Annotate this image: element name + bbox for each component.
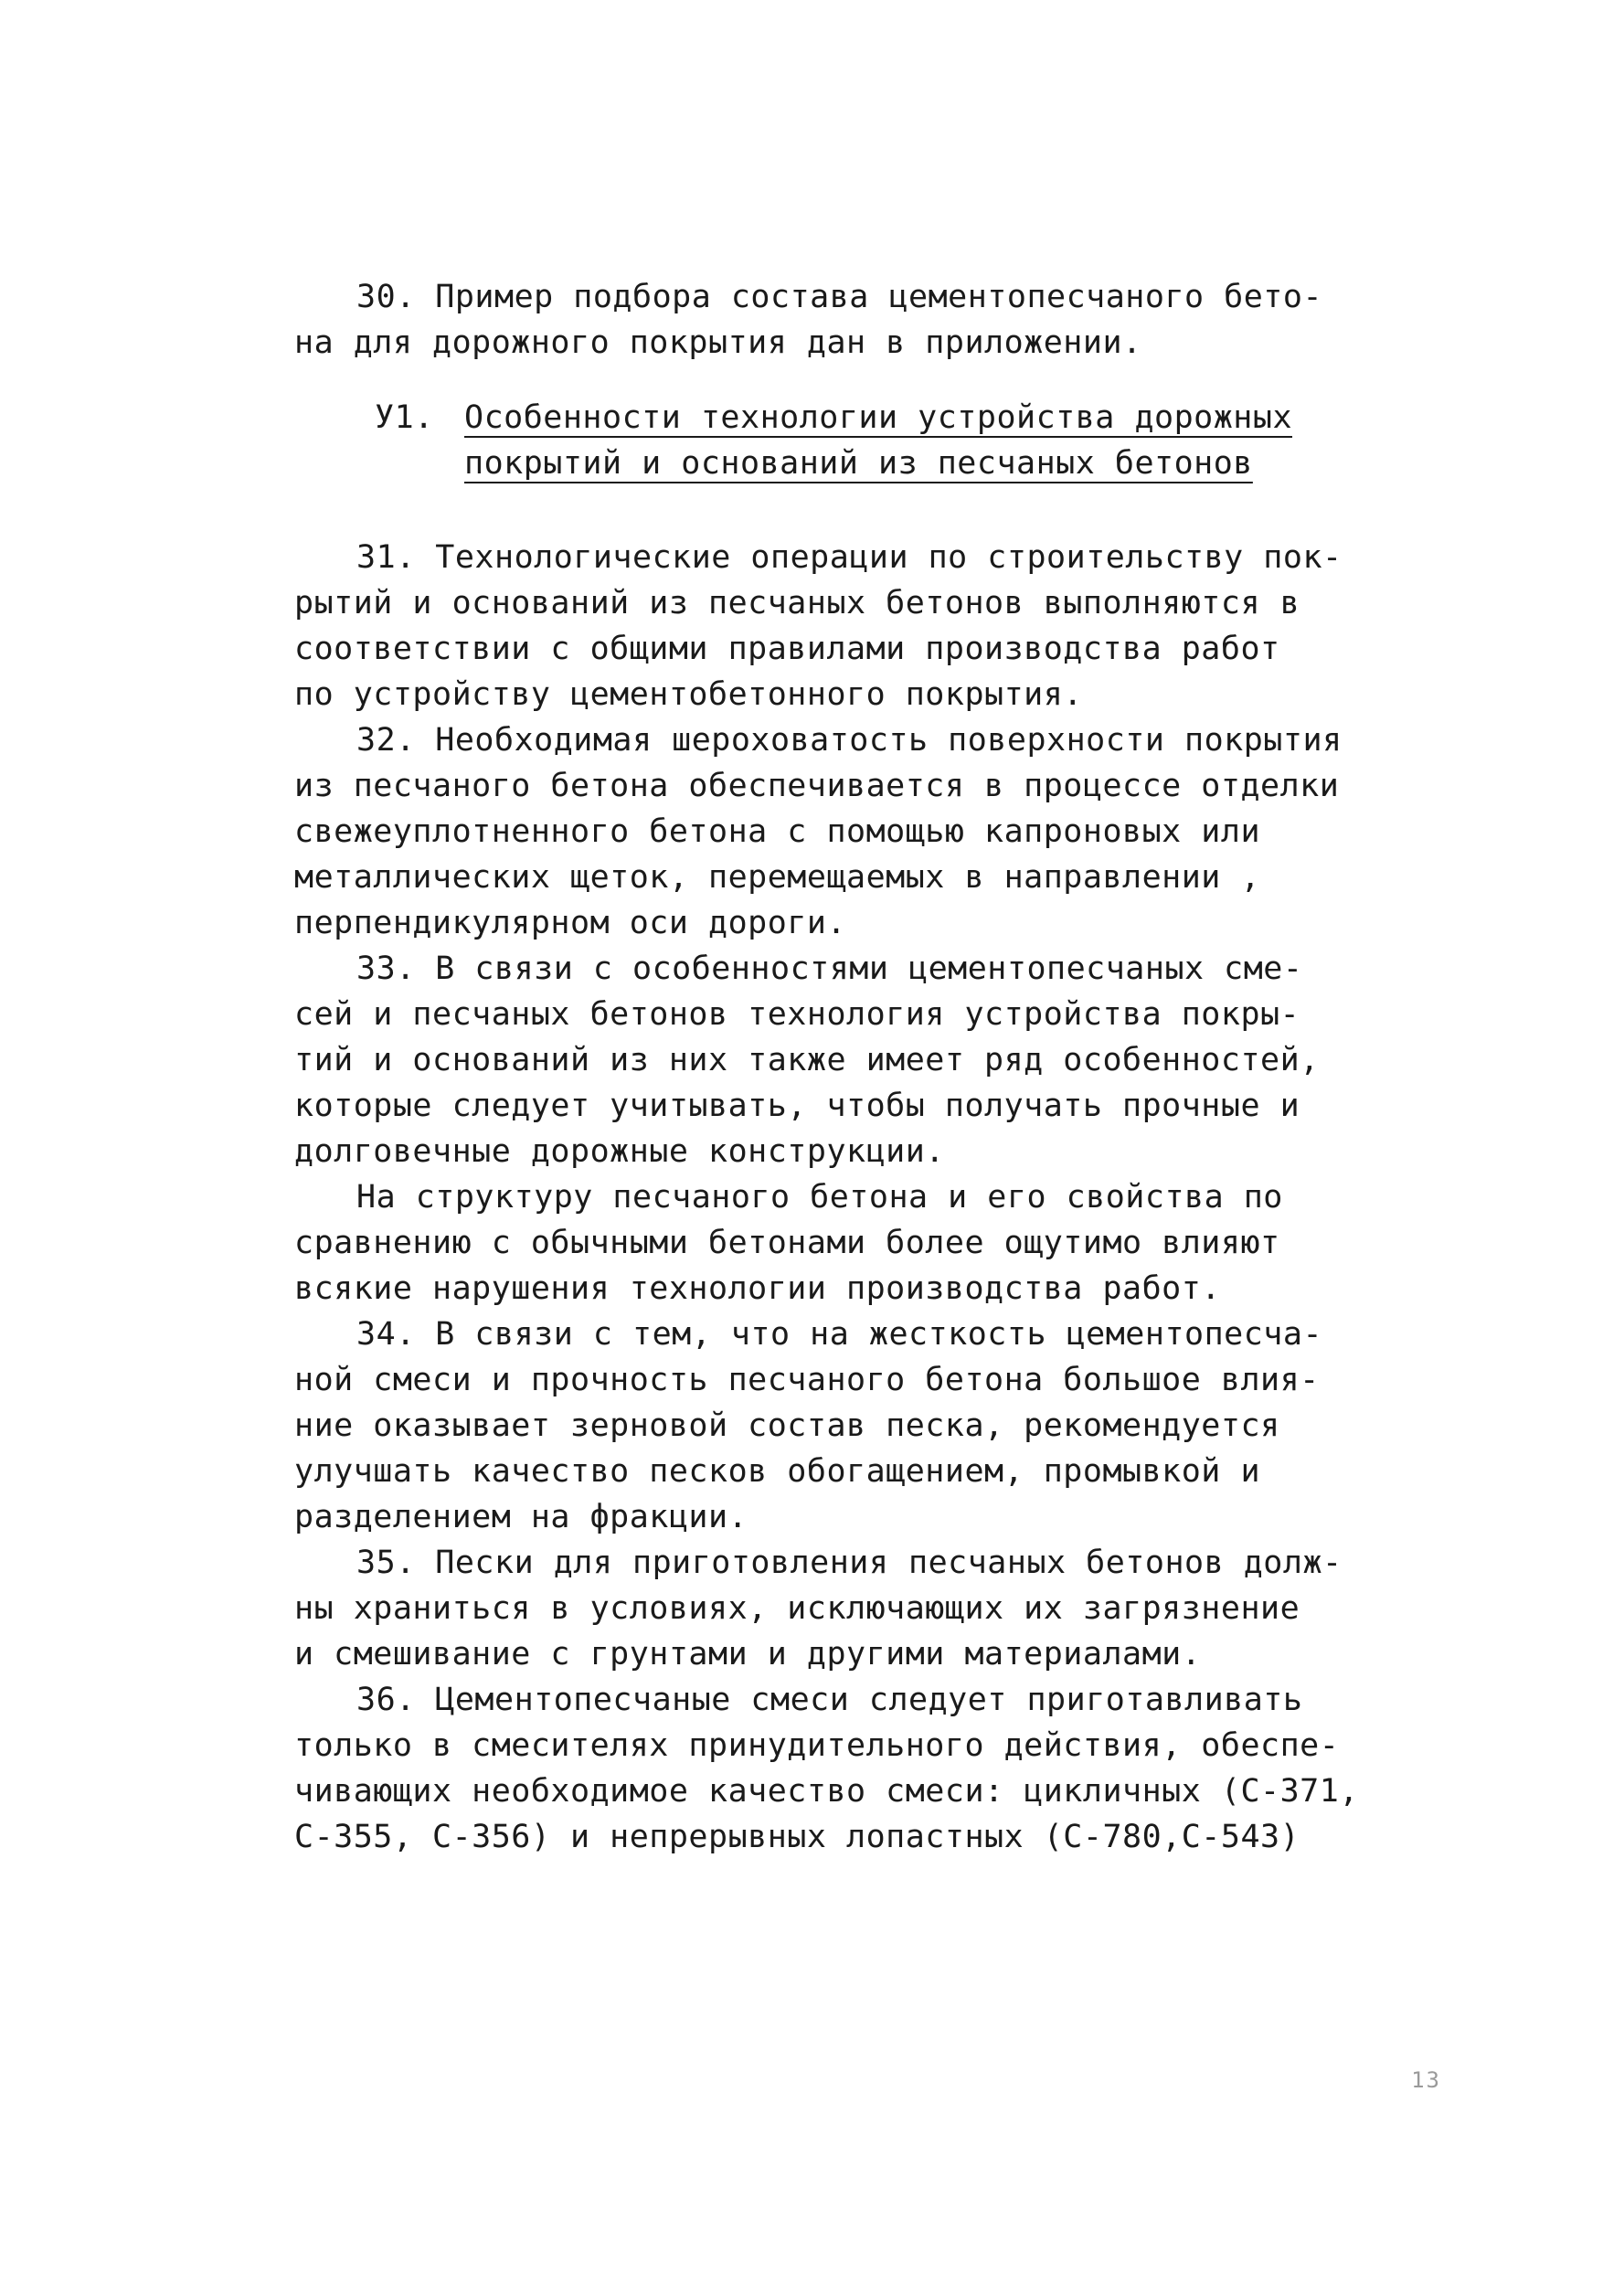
text-line: металлических щеток, перемещаемых в направлении , [294, 859, 1261, 896]
text-line: ны храниться в условиях, исключающих их загрязнение [294, 1590, 1300, 1627]
text-line: свежеуплотненного бетона с помощью капроновых или [294, 813, 1261, 850]
text-line: на для дорожного покрытия дан в приложении. [294, 324, 1142, 361]
text-line: разделением на фракции. [294, 1499, 748, 1535]
text-line: 32. Необходимая шероховатость поверхности покрытия [356, 722, 1343, 759]
text-line: 35. Пески для приготовления песчаных бетонов долж- [356, 1545, 1343, 1581]
text-line: На структуру песчаного бетона и его свойства по [356, 1179, 1283, 1216]
text-line: сравнению с обычными бетонами более ощутимо влияют [294, 1225, 1280, 1261]
text-line: перпендикулярном оси дороги. [294, 905, 847, 941]
text-line: рытий и оснований из песчаных бетонов выполняются в [294, 585, 1300, 621]
text-line: которые следует учитывать, чтобы получать прочные и [294, 1088, 1300, 1124]
text-line: всякие нарушения технологии производства работ. [294, 1270, 1221, 1307]
text-line: улучшать качество песков обогащением, промывкой и [294, 1453, 1261, 1490]
text-line: по устройству цементобетонного покрытия. [294, 676, 1083, 713]
text-line: соответствии с общими правилами производства работ [294, 631, 1280, 667]
text-line: только в смесителях принудительного действия, обеспе- [294, 1727, 1340, 1764]
text-line: 36. Цементопесчаные смеси следует приготавливать [356, 1682, 1303, 1718]
section-number: У1. [375, 399, 434, 436]
text-line: ние оказывает зерновой состав песка, рекомендуется [294, 1407, 1280, 1444]
body-text [294, 535, 1473, 1860]
text-line: и смешивание с грунтами и другими материалами. [294, 1636, 1202, 1672]
text-line: 30. Пример подбора состава цементопесчаного бето- [356, 279, 1323, 315]
text-line: долговечные дорожные конструкции. [294, 1133, 945, 1170]
section-title-line-1: Особенности технологии устройства дорожных [464, 399, 1293, 436]
section-title-line-2: покрытий и оснований из песчаных бетонов [464, 445, 1253, 482]
paragraph-30 [294, 274, 1473, 366]
text-line: 34. В связи с тем, что на жесткость цементопесча- [356, 1316, 1323, 1353]
text-line: из песчаного бетона обеспечивается в процессе отделки [294, 768, 1340, 804]
text-line: сей и песчаных бетонов технология устройства покры- [294, 996, 1300, 1033]
text-line: 31. Технологические операции по строительству пок- [356, 539, 1343, 576]
text-line: ной смеси и прочность песчаного бетона большое влия- [294, 1362, 1320, 1398]
text-line: тий и оснований из них также имеет ряд особенностей, [294, 1042, 1320, 1078]
text-line: чивающих необходимое качество смеси: цикличных (С-371, [294, 1773, 1359, 1810]
section-heading [375, 395, 1292, 486]
text-line: С-355, С-356) и непрерывных лопастных (С-780,С-543) [294, 1819, 1300, 1855]
text-line: 33. В связи с особенностями цементопесчаных сме- [356, 950, 1303, 987]
page-number: 13 [1411, 2067, 1441, 2093]
